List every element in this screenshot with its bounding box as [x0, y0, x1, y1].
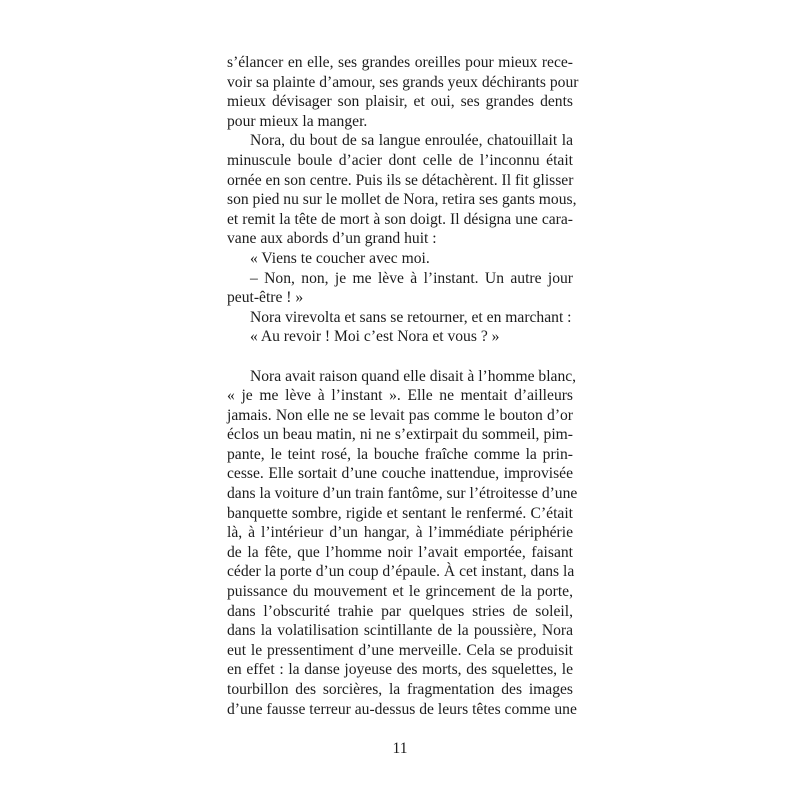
text-line: cesse. Elle sortait d’une couche inattendue, improvisée — [227, 465, 573, 483]
paragraph — [227, 53, 579, 131]
text-line: peut-être ! » — [227, 289, 304, 307]
text-line: pante, le teint rosé, la bouche fraîche comme la prin- — [227, 445, 573, 463]
text-line: et remit la tête de mort à son doigt. Il désigna une cara- — [227, 210, 573, 228]
text-line: mieux dévisager son plaisir, et oui, ses grandes dents — [227, 93, 573, 111]
text-line: éclos un beau matin, ni ne s’extirpait du sommeil, pim- — [227, 426, 573, 444]
text-line: jamais. Non elle ne se levait pas comme le bouton d’or — [227, 406, 573, 424]
text-line: s’élancer en elle, ses grandes oreilles pour mieux rece- — [227, 54, 573, 71]
text-line: eut le pressentiment d’une merveille. Cela se produisit — [227, 641, 573, 659]
text-line: « Au revoir ! Moi c’est Nora et vous ? » — [250, 328, 500, 346]
text-line: son pied nu sur le mollet de Nora, retira ses gants mous, — [227, 191, 577, 209]
text-line: Nora, du bout de sa langue enroulée, chatouillait la — [250, 132, 573, 150]
text-line: pour mieux la manger. — [227, 112, 368, 130]
text-line: dans l’obscurité trahie par quelques stries de soleil, — [227, 602, 573, 620]
text-line: Nora virevolta et sans se retourner, et en marchant : — [250, 308, 572, 326]
text-line: – Non, non, je me lève à l’instant. Un autre jour — [250, 269, 573, 287]
paragraph-gap — [227, 347, 573, 367]
text-line: voir sa plainte d’amour, ses grands yeux déchirants pour — [227, 73, 579, 91]
text-line: tourbillon des sorcières, la fragmentation des images — [227, 681, 573, 698]
text-line: minuscule boule d’acier dont celle de l’inconnu était — [227, 151, 573, 169]
paragraph — [227, 131, 577, 249]
text-line: de la fête, que l’homme noir l’avait emportée, faisant — [227, 543, 573, 561]
text-line: dans la volatilisation scintillante de la poussière, Nora — [227, 622, 573, 640]
paragraph — [227, 308, 573, 328]
text-line: puissance du mouvement et le grincement de la porte, — [227, 583, 573, 601]
page-number: 11 — [392, 740, 408, 757]
text-line: « Viens te coucher avec moi. — [250, 249, 430, 267]
text-line: ornée en son centre. Puis ils se détachèrent. Il fit glisser — [227, 171, 574, 189]
text-line: céder la porte d’un coup d’épaule. À cet instant, dans la — [227, 563, 575, 581]
text-line: banquette sombre, rigide et sentant le renfermé. C’était — [227, 504, 573, 522]
text-line: d’une fausse terreur au-dessus de leurs têtes comme une — [227, 700, 577, 718]
paragraph — [227, 367, 578, 720]
paragraph — [227, 327, 573, 347]
text-line: en effet : la danse joyeuse des morts, des squelettes, le — [227, 661, 573, 679]
paragraph — [227, 249, 573, 269]
text-line: vane aux abords d’un grand huit : — [227, 230, 437, 248]
text-line: là, à l’intérieur d’un hangar, à l’immédiate périphérie — [227, 524, 573, 542]
text-line: Nora avait raison quand elle disait à l’homme blanc, — [250, 367, 577, 385]
text-line: « je me lève à l’instant ». Elle ne mentait d’ailleurs — [227, 387, 573, 405]
body-text — [227, 53, 579, 719]
paragraph — [227, 269, 573, 308]
text-line: dans la voiture d’un train fantôme, sur l’étroitesse d’une — [227, 485, 578, 503]
